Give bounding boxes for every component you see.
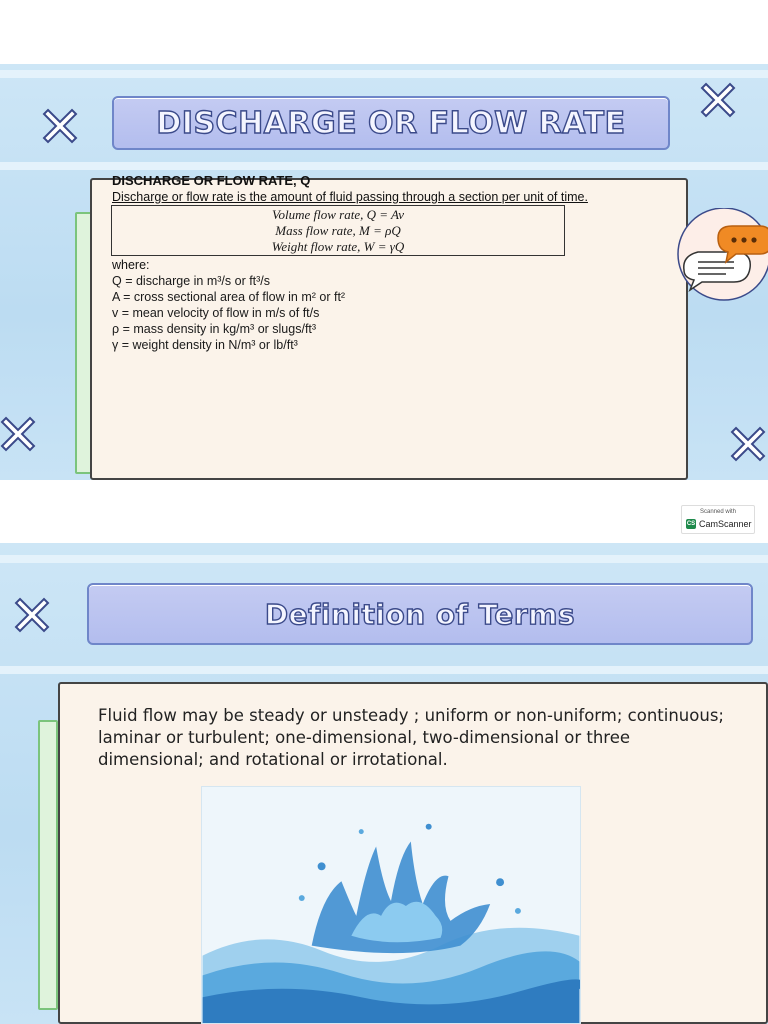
watermark-caption: Scanned with [699, 509, 737, 515]
list-item: A = cross sectional area of flow in m² or ft² [112, 290, 346, 304]
list-item: Q = discharge in m³/s or ft³/s [112, 274, 271, 288]
chat-bubble-icon [668, 208, 768, 304]
x-decoration-icon [12, 595, 52, 635]
decor-stripe [0, 70, 768, 78]
slide-title: DISCHARGE OR FLOW RATE [156, 105, 626, 141]
equation-mass: Mass flow rate, M = ρQ [275, 222, 401, 238]
definition-text: Discharge or flow rate is the amount of fluid passing through a section per unit of time. [112, 190, 588, 204]
x-decoration-icon [0, 414, 38, 454]
equation-volume: Volume flow rate, Q = Av [271, 206, 405, 222]
slide-title: Definition of Terms [264, 597, 576, 631]
body-text: Fluid flow may be steady or unsteady ; uniform or non-uniform; continuous; laminar or turbulent; one-dimensional, two-dimensional or three dimensional; and rotational or irrotational. [98, 706, 724, 769]
list-item: v = mean velocity of flow in m/s of ft/s [112, 306, 320, 320]
watermark-name: CamScanner [699, 519, 752, 529]
list-item: ρ = mass density in kg/m³ or slugs/ft³ [112, 322, 317, 336]
water-splash-image [201, 786, 581, 1024]
slide-title-banner [112, 96, 670, 150]
decor-stripe [0, 162, 768, 170]
where-label: where: [112, 258, 150, 272]
decor-green-tab [38, 720, 58, 1010]
list-item: γ = weight density in N/m³ or lb/ft³ [112, 338, 298, 352]
slide-definition-of-terms [0, 543, 768, 1024]
variable-list [112, 273, 345, 353]
camscanner-watermark [681, 505, 755, 534]
x-decoration-icon [728, 424, 768, 464]
camscanner-logo-icon: CS [686, 521, 696, 527]
equation-box [111, 205, 565, 256]
slide-title-banner [87, 583, 753, 645]
decor-stripe [0, 666, 768, 674]
x-decoration-icon [698, 80, 738, 120]
section-heading: DISCHARGE OR FLOW RATE, Q [112, 173, 311, 188]
x-decoration-icon [40, 106, 80, 146]
equation-weight: Weight flow rate, W = γQ [271, 238, 405, 254]
decor-stripe [0, 555, 768, 563]
